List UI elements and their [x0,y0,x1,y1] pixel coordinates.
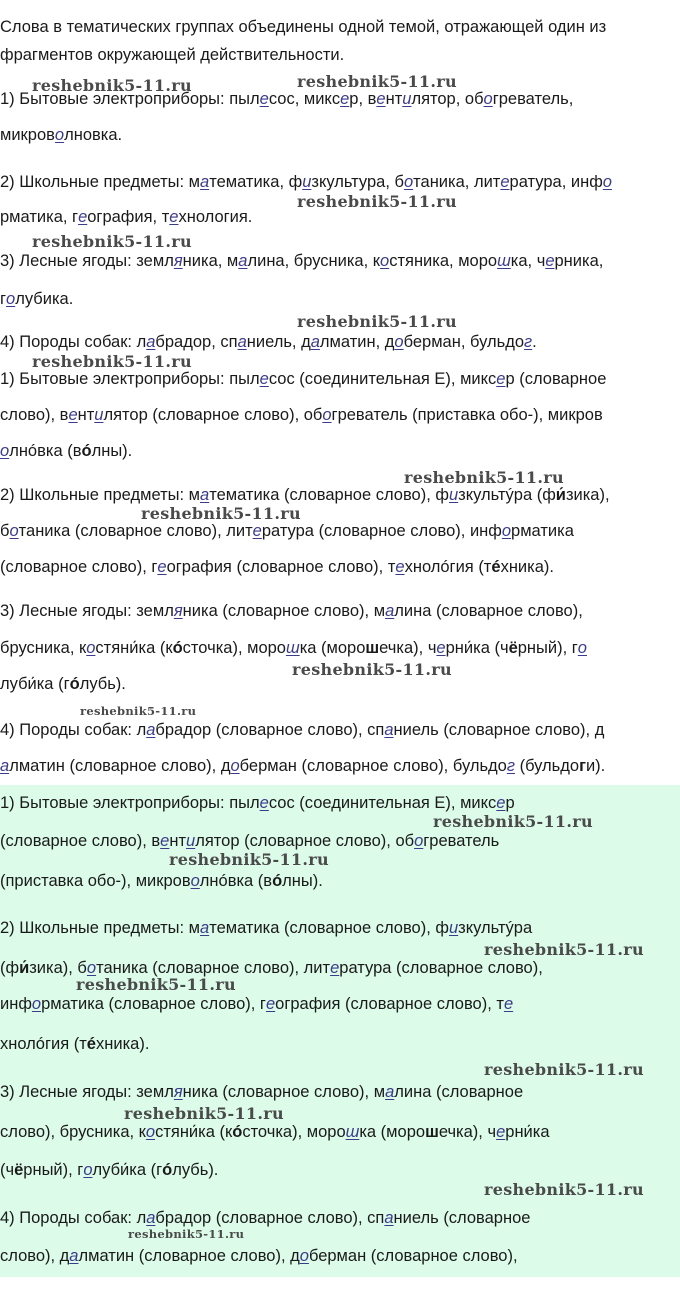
text-segment: зкультура, б [311,173,404,191]
stressed-letter: ó [81,442,92,460]
text-segment: нт [77,406,95,424]
marked-letter: я [173,1083,183,1101]
section3-line [0,1207,680,1229]
text-segment: луби́ка (г [92,1161,163,1179]
text-segment: ография (словарное слово), т [275,995,504,1013]
marked-letter: е [169,208,179,226]
text-segment: греватель, [492,90,574,108]
watermark: reshebnik5-11.ru [484,940,644,959]
marked-letter: и [448,486,459,504]
watermark: reshebnik5-11.ru [32,352,192,371]
text-segment: слово), д [0,1247,70,1265]
marked-letter: о [602,173,612,191]
marked-letter: е [500,173,510,191]
text-segment: лятор (словарное слово), об [103,406,323,424]
watermark: reshebnik5-11.ru [80,704,197,718]
text-segment: берман, бульдо [403,333,525,351]
marked-letter: е [157,558,167,576]
text-segment: тематика (словарное слово), ф [209,919,449,937]
marked-letter: а [200,486,210,504]
marked-letter: а [237,333,247,351]
text-segment: стяни́ка (к [155,1123,233,1141]
text-segment: рный), г [517,639,578,657]
text-segment: хнолóгия (т [404,558,492,576]
text-segment: ография (словарное слово), т [166,558,396,576]
marked-letter: о [190,872,200,890]
text-segment: брадор, сп [155,333,238,351]
watermark: reshebnik5-11.ru [141,504,301,523]
text-segment: (бульдо [515,757,580,775]
marked-letter: о [414,832,424,850]
marked-letter: е [545,252,555,270]
text-segment: тематика (словарное слово), ф [209,486,449,504]
text-segment: 3) Лесные ягоды: земл [0,602,174,620]
text-segment: лматин, д [319,333,395,351]
marked-letter: а [146,1209,156,1227]
marked-letter: о [83,1161,93,1179]
section3-line [0,1245,680,1267]
stressed-letter: ó [162,1161,173,1179]
text-segment: таника (словарное слово), лит [96,959,331,977]
marked-letter: е [259,90,269,108]
stressed-letter: ш [365,639,380,657]
section2-line [0,755,680,777]
watermark: reshebnik5-11.ru [404,468,564,487]
section3-line [0,993,680,1015]
text-segment: стяни́ка (к [95,639,173,657]
text-segment: 1) Бытовые электроприборы: пыл [0,794,260,812]
marked-letter: а [384,721,394,739]
text-segment: сос, микс [268,90,341,108]
marked-letter: о [86,959,97,977]
text-segment: ратура, инф [509,173,603,191]
section1-line [0,250,680,272]
watermark: reshebnik5-11.ru [128,1227,245,1241]
text-segment: берман (словарное слово), бульдо [239,757,507,775]
text-segment: хнология. [178,208,253,226]
section2-line [0,556,680,578]
stressed-letter: ё [14,1161,24,1179]
stressed-letter: и́ [19,959,30,977]
text-segment: греватель [423,832,500,850]
marked-letter: о [6,290,16,308]
text-segment: лятор (словарное слово), об [195,832,415,850]
text-segment: ечка), ч [379,639,437,657]
text-segment: ратура (словарное слово), инф [261,522,502,540]
marked-letter: а [238,252,248,270]
marked-letter: и [94,406,104,424]
text-segment: . [532,333,537,351]
section3-line [0,1121,680,1143]
marked-letter: е [503,995,514,1013]
text-segment: лятор, об [411,90,484,108]
marked-letter: о [403,173,414,191]
marked-letter: е [68,406,78,424]
marked-letter: е [330,959,340,977]
marked-letter: а [310,333,320,351]
stressed-letter: ш [425,1123,439,1141]
section2-line [0,484,680,506]
text-segment: ка (моро [299,639,366,657]
marked-letter: е [395,558,405,576]
text-segment: греватель (приставка обо-), микров [331,406,603,424]
watermark: reshebnik5-11.ru [124,1104,284,1123]
text-segment: р (словарное [505,370,607,388]
stressed-letter: ó [69,675,80,693]
text-segment: рный), г [23,1161,84,1179]
text-segment: 4) Породы собак: л [0,333,147,351]
text-segment: ка, ч [510,252,546,270]
text-segment: 1) Бытовые электроприборы: пыл [0,370,260,388]
text-segment: сточка), моро [182,639,286,657]
section2-line [0,637,680,659]
text-segment: 4) Породы собак: л [0,1209,147,1227]
text-segment: слово), брусника, к [0,1123,146,1141]
text-segment: лны). [91,442,133,460]
stressed-letter: г [579,757,586,775]
marked-letter: е [496,794,506,812]
watermark: reshebnik5-11.ru [433,812,593,831]
marked-letter: а [385,1083,395,1101]
text-segment: хника). [500,558,554,576]
marked-letter: е [265,995,276,1013]
marked-letter: е [496,370,506,388]
text-segment: лматин (словарное слово), д [78,1247,300,1265]
marked-letter: я [173,252,183,270]
text-segment: 4) Породы собак: л [0,721,147,739]
marked-letter: а [146,333,156,351]
text-segment: зика), [565,486,610,504]
text-segment: зкультýра (ф [458,486,556,504]
section2-line [0,404,680,426]
marked-letter: о [501,522,512,540]
text-segment: берман (словарное слово), [308,1247,518,1265]
section3-line [0,1081,680,1103]
text-segment: тематика, ф [209,173,303,191]
text-segment: лнóвка (в [9,442,82,460]
marked-letter: о [322,406,332,424]
marked-letter: ш [345,1123,360,1141]
text-segment: лина (словарное слово), [394,602,583,620]
watermark: reshebnik5-11.ru [32,76,192,95]
text-segment: хника). [95,1035,150,1053]
intro-line: Слова в тематических группах объединены одной темой, отражающей один из [0,18,607,36]
text-segment: таника, лит [413,173,501,191]
text-segment: таника (словарное слово), лит [18,522,253,540]
section3-line [0,1159,680,1181]
marked-letter: е [78,208,88,226]
text-segment: (ч [0,1161,15,1179]
text-segment: сточка), моро [242,1123,346,1141]
text-segment: 2) Школьные предметы: м [0,919,201,937]
text-segment: ника (словарное слово), м [182,602,386,620]
marked-letter: а [146,721,156,739]
marked-letter: а [69,1247,79,1265]
text-segment: сос (соединительная Е), микс [268,370,497,388]
text-segment: ника, м [182,252,239,270]
text-segment: рни́ка (ч [445,639,509,657]
marked-letter: е [376,90,386,108]
marked-letter: о [86,639,96,657]
text-segment: (ф [0,959,20,977]
text-segment: зкультýра [458,919,533,937]
text-segment: лубика. [15,290,74,308]
marked-letter: и [402,90,412,108]
watermark: reshebnik5-11.ru [32,232,192,251]
stressed-letter: ó [172,639,183,657]
marked-letter: е [259,370,269,388]
text-segment: нт [169,832,187,850]
watermark: reshebnik5-11.ru [484,1180,644,1199]
marked-letter: а [200,173,210,191]
text-segment: лина (словарное [394,1083,524,1101]
marked-letter: о [380,252,390,270]
text-segment: рматика, г [0,208,79,226]
marked-letter: о [394,333,404,351]
marked-letter: а [385,602,395,620]
text-segment: ника (словарное слово), м [182,1083,386,1101]
section2-line [0,600,680,622]
marked-letter: е [340,90,350,108]
text-segment: рника, [554,252,604,270]
text-segment: стяника, моро [389,252,498,270]
marked-letter: о [483,90,493,108]
watermark: reshebnik5-11.ru [76,975,236,994]
marked-letter: о [9,522,19,540]
marked-letter: г [506,757,515,775]
stressed-letter: ё [508,639,518,657]
text-segment: брадор (словарное слово), сп [155,1209,385,1227]
watermark: reshebnik5-11.ru [297,192,457,211]
section3-line [0,870,680,892]
marked-letter: ш [285,639,300,657]
section1-line [0,288,680,310]
text-segment: 1) Бытовые электроприборы: пыл [0,90,260,108]
text-segment: лина, брусника, к [247,252,381,270]
text-segment: лматин (словарное слово), д [9,757,231,775]
text-segment: микров [0,126,55,144]
watermark: reshebnik5-11.ru [292,660,452,679]
section2-line [0,368,680,390]
text-segment: 2) Школьные предметы: м [0,486,201,504]
text-segment: слово), в [0,406,69,424]
watermark: reshebnik5-11.ru [484,1060,644,1079]
text-segment: хнолóгия (т [0,1035,87,1053]
text-segment: рматика (словарное слово), г [41,995,266,1013]
section3-line [0,830,680,852]
marked-letter: я [173,602,183,620]
watermark: reshebnik5-11.ru [297,72,457,91]
stressed-letter: ó [272,872,283,890]
marked-letter: о [54,126,65,144]
marked-letter: о [145,1123,156,1141]
section2-line [0,719,680,741]
marked-letter: о [577,639,587,657]
highlighted-answer-box [0,785,680,1277]
text-segment: 3) Лесные ягоды: земл [0,1083,174,1101]
section3-line [0,1033,680,1055]
text-segment: ратура (словарное слово), [339,959,543,977]
marked-letter: о [0,442,10,460]
marked-letter: а [0,757,10,775]
section3-line [0,792,680,814]
text-segment: и). [585,757,606,775]
text-segment: брусника, к [0,639,87,657]
intro-line: фрагментов окружающей действительности. [0,46,345,64]
text-segment: рматика [511,522,574,540]
text-segment: 3) Лесные ягоды: земл [0,252,174,270]
marked-letter: е [259,794,269,812]
text-segment: (приставка обо-), микров [0,872,191,890]
text-segment: р, в [349,90,377,108]
text-segment: ечка), ч [438,1123,497,1141]
text-segment: зика), б [29,959,87,977]
section2-line [0,520,680,542]
text-segment: луби́ка (г [0,675,70,693]
text-segment: лновка. [64,126,123,144]
text-segment: 2) Школьные предметы: м [0,173,201,191]
section1-line [0,331,680,353]
text-segment: лубь). [172,1161,219,1179]
marked-letter: е [436,639,446,657]
text-segment: ниель, д [246,333,311,351]
text-segment: нт [385,90,403,108]
text-segment: б [0,522,10,540]
stressed-letter: и́ [555,486,566,504]
text-segment: ография, т [87,208,170,226]
marked-letter: о [230,757,240,775]
text-segment: г [0,290,7,308]
stressed-letter: é [86,1035,96,1053]
section3-line [0,917,680,939]
marked-letter: о [299,1247,309,1265]
text-segment: (словарное слово), в [0,832,161,850]
marked-letter: г [524,333,533,351]
text-segment: инф [0,995,32,1013]
text-segment: (словарное слово), г [0,558,158,576]
marked-letter: о [31,995,42,1013]
text-segment: ниель (словарное слово), д [393,721,605,739]
marked-letter: и [186,832,196,850]
marked-letter: и [302,173,312,191]
section1-line [0,124,680,146]
marked-letter: е [160,832,170,850]
marked-letter: ш [497,252,511,270]
marked-letter: е [496,1123,506,1141]
section2-line [0,440,680,462]
text-segment: ка (моро [359,1123,426,1141]
text-segment: лнóвка (в [199,872,273,890]
text-segment: лубь). [79,675,126,693]
text-segment: брадор (словарное слово), сп [155,721,385,739]
text-segment: рни́ка [505,1123,550,1141]
text-segment: р [505,794,515,812]
text-segment: ниель (словарное [393,1209,531,1227]
text-segment: лны). [282,872,323,890]
text-segment: сос (соединительная Е), микс [268,794,497,812]
marked-letter: и [448,919,459,937]
marked-letter: а [384,1209,394,1227]
stressed-letter: ó [232,1123,243,1141]
marked-letter: а [200,919,210,937]
watermark: reshebnik5-11.ru [169,850,329,869]
marked-letter: е [252,522,262,540]
stressed-letter: é [491,558,501,576]
section1-line [0,171,680,193]
watermark: reshebnik5-11.ru [297,312,457,331]
